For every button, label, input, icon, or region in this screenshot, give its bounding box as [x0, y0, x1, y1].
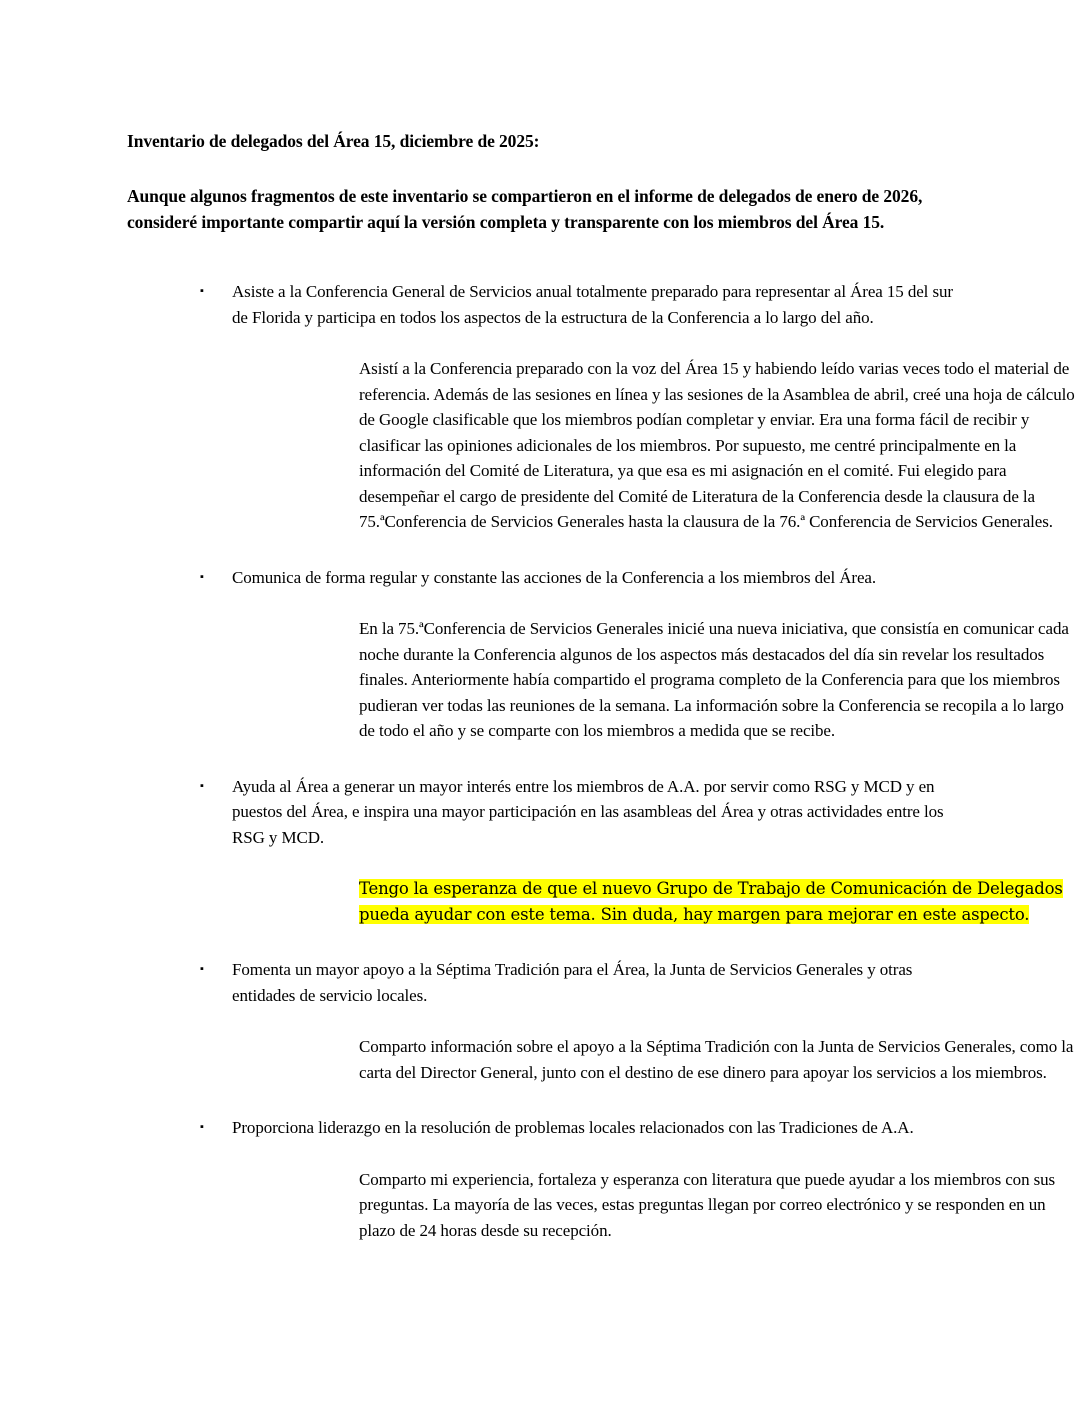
bullet-section [127, 1115, 1056, 1243]
bullet-list [127, 279, 1075, 1243]
list-item [127, 774, 958, 851]
square-bullet-icon: ▪ [200, 570, 204, 583]
square-bullet-icon: ▪ [200, 963, 204, 975]
bullet-label: Comunica de forma regular y constante las acciones de la Conferencia a los miembros del Área. [232, 567, 877, 587]
list-item [127, 279, 958, 330]
list-item [127, 565, 958, 591]
square-bullet-icon: ▪ [200, 779, 204, 792]
list-item [127, 1115, 958, 1141]
document-intro: Aunque algunos fragmentos de este inventario se compartieron en el informe de delegados de enero de 2026, consideré importante compartir aquí la versión completa y transparente con los miembros del Área 15. [127, 186, 923, 232]
bullet-section [127, 774, 1063, 928]
section-paragraph-highlighted [359, 876, 1082, 927]
bullet-label: Proporciona liderazgo en la resolución de problemas locales relacionados con las Tradiciones de A.A. [232, 1118, 914, 1137]
square-bullet-icon: ▪ [200, 285, 204, 297]
bullet-label: Asiste a la Conferencia General de Servicios anual totalmente preparado para representar al Área 15 del sur de Florida y participa en todos los aspectos de la estructura de la Conferencia a lo largo del año. [232, 282, 953, 327]
section-paragraph: En la 75.ªConferencia de Servicios Generales inicié una nueva iniciativa, que consistía en comunicar cada noche durante la Conferencia algunos de los aspectos más destacados del día sin revelar los resultados finales. Anteriormente había compartido el programa completo de la Conferencia para que los miembros pudieran ver todas las reuniones de la semana. La información sobre la Conferencia se recopila a lo largo de todo el año y se comparte con los miembros a medida que se recibe. [359, 619, 1069, 740]
document-title: Inventario de delegados del Área 15, diciembre de 2025: [127, 131, 540, 151]
bullet-label: Ayuda al Área a generar un mayor interés entre los miembros de A.A. por servir como RSG y MCD y en puestos del Área, e inspira una mayor participación en las asambleas del Área y otras actividades entre los RSG y MCD. [232, 776, 944, 847]
bullet-section [127, 279, 1075, 535]
list-item [127, 957, 958, 1008]
square-bullet-icon: ▪ [200, 1121, 204, 1133]
highlighted-text: Tengo la esperanza de que el nuevo Grupo de Trabajo de Comunicación de Delegados pueda ayudar con este tema. Sin duda, hay margen para mejorar en este aspecto. [359, 879, 1063, 924]
section-paragraph: Comparto mi experiencia, fortaleza y esperanza con literatura que puede ayudar a los miembros con sus preguntas. La mayoría de las veces, estas preguntas llegan por correo electrónico y se responden en un plazo de 24 horas desde su recepción. [359, 1169, 1056, 1240]
bullet-section [127, 957, 1074, 1085]
bullet-label: Fomenta un mayor apoyo a la Séptima Tradición para el Área, la Junta de Servicios Generales y otras entidades de servicio locales. [232, 960, 913, 1005]
section-paragraph: Asistí a la Conferencia preparado con la voz del Área 15 y habiendo leído varias veces todo el material de referencia. Además de las sesiones en línea y las sesiones de la Asamblea de abril, creé una hoja de cálculo de Google clasificable que los miembros podían completar y enviar. Era una forma fácil de recibir y clasificar las opiniones adicionales de los miembros. Por supuesto, me centré principalmente en la información del Comité de Literatura, ya que esa es mi asignación en el comité. Fui elegido para desempeñar el cargo de presidente del Comité de Literatura de la Conferencia desde la clausura de la 75.ªConferencia de Servicios Generales hasta la clausura de la 76.ª Conferencia de Servicios Generales. [359, 359, 1075, 531]
bullet-section [127, 565, 1069, 744]
section-paragraph: Comparto información sobre el apoyo a la Séptima Tradición con la Junta de Servicios Generales, como la carta del Director General, junto con el destino de ese dinero para apoyar los servicios a los miembros. [359, 1037, 1074, 1082]
